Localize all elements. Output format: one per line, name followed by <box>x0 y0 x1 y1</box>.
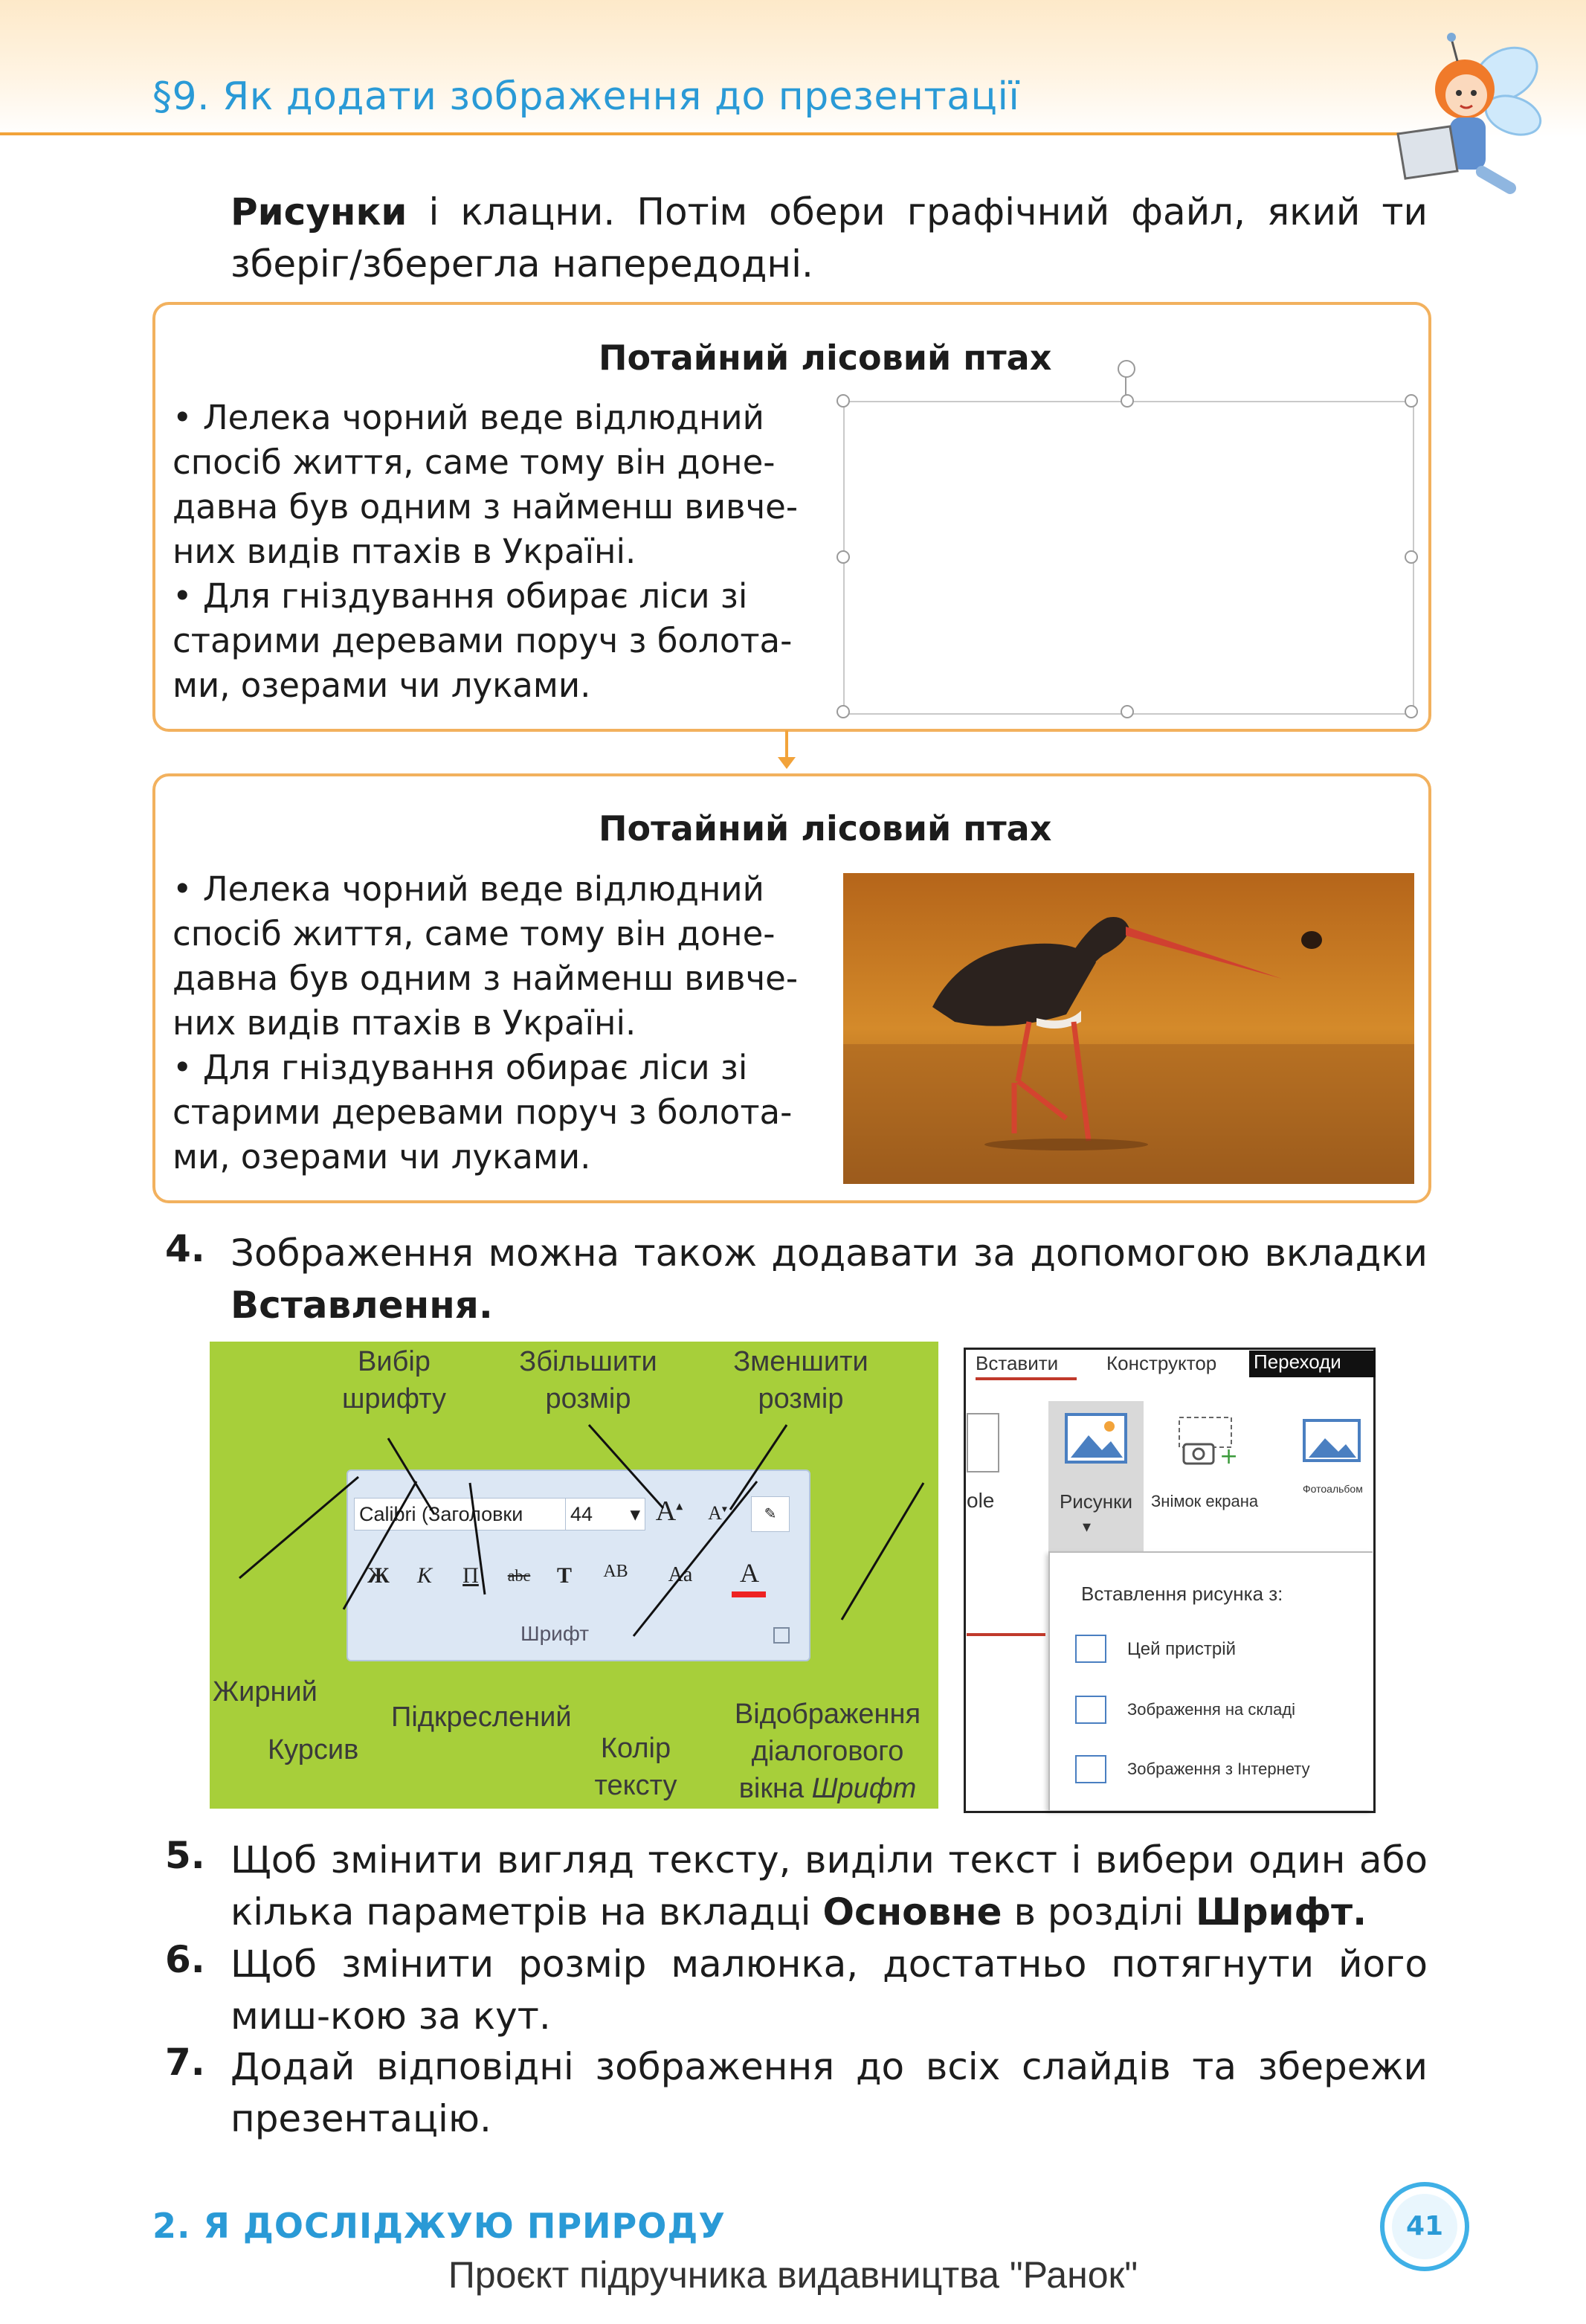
photo-album-icon <box>1300 1413 1364 1464</box>
step-6-number: 6. <box>165 1938 205 1981</box>
label-dialog-line3-italic: Шрифт <box>811 1773 917 1804</box>
slide2-bullet-2: • Для гніздування обирає ліси зі старими деревами поруч з болота-ми, озерами чи луками. <box>173 1048 793 1177</box>
intro-bold: Рисунки <box>231 190 407 234</box>
label-font-choice: Вибір шрифту <box>341 1346 447 1414</box>
decrease-font-button[interactable]: A▾ <box>708 1502 727 1524</box>
label-dialog-line3 <box>720 1770 935 1807</box>
step-7-text: Додай відповідні зображення до всіх слайдів та збережи презентацію. <box>231 2045 1428 2140</box>
label-text-color: Колір тексту <box>594 1733 677 1801</box>
label-decrease-size: Зменшити розмір <box>733 1346 868 1414</box>
menu-item-online-pictures[interactable]: Зображення з Інтернету <box>1127 1760 1310 1778</box>
step-5 <box>165 1834 1429 1945</box>
step-4 <box>165 1227 1429 1339</box>
chapter-title: 2. Я ДОСЛІДЖУЮ ПРИРОДУ <box>152 2206 726 2246</box>
font-color-button[interactable]: A <box>740 1558 759 1588</box>
intro-paragraph <box>231 186 1428 290</box>
font-name-value: Calibri (Заголовки <box>359 1503 523 1525</box>
spacing-button[interactable]: AB <box>603 1562 628 1581</box>
svg-text:+: + <box>1219 1443 1239 1467</box>
label-dialog-line3-text: вікна <box>738 1773 812 1804</box>
label-dialog-line1: Відображення <box>734 1699 921 1730</box>
header-rule <box>0 132 1472 135</box>
camera-icon <box>1176 1414 1242 1467</box>
resize-handle[interactable] <box>836 550 850 564</box>
slide-thumb-line <box>967 1633 1045 1636</box>
label-underline: Підкреслений <box>391 1702 572 1733</box>
tab-transitions[interactable]: Переходи <box>1249 1351 1376 1377</box>
underline-button[interactable]: П <box>462 1563 479 1588</box>
resize-handle[interactable] <box>1405 705 1418 718</box>
slide1-bullets <box>173 396 812 708</box>
step-5-c: в розділі <box>1002 1890 1196 1934</box>
slide2-title: Потайний лісовий птах <box>599 808 1052 849</box>
shadow-button[interactable]: T <box>556 1563 572 1588</box>
step-5-number: 5. <box>165 1834 205 1877</box>
label-dialog-line2: діалогового <box>751 1736 904 1767</box>
online-pictures-icon <box>1075 1755 1106 1783</box>
label-dialog-launcher <box>720 1696 935 1807</box>
label-italic: Курсив <box>268 1734 359 1765</box>
menu-item-stock-images[interactable]: Зображення на складі <box>1127 1700 1296 1719</box>
table-icon[interactable] <box>967 1413 999 1472</box>
resize-handle[interactable] <box>1405 394 1418 408</box>
slide2-bullets <box>173 867 812 1179</box>
device-icon <box>1075 1635 1106 1663</box>
arrow-down-icon <box>778 757 796 769</box>
clear-format-button[interactable]: ✎ <box>751 1496 790 1532</box>
chevron-down-icon: ▾ <box>630 1503 640 1525</box>
slide1-bullet-2: • Для гніздування обирає ліси зі старими деревами поруч з болота-ми, озерами чи луками. <box>173 576 793 705</box>
bold-button[interactable]: Ж <box>367 1563 390 1588</box>
object-label-partial: ole <box>967 1489 995 1512</box>
step-7 <box>165 2041 1429 2152</box>
resize-handle[interactable] <box>836 705 850 718</box>
picture-icon <box>1065 1413 1127 1464</box>
slide1-title: Потайний лісовий птах <box>599 338 1052 378</box>
step-4-text-main: Зображення можна також додавати за допомогою вкладки <box>231 1232 1428 1275</box>
step-7-number: 7. <box>165 2041 205 2084</box>
label-increase-size: Збільшити розмір <box>519 1346 657 1414</box>
pictures-label: Рисунки <box>1059 1490 1133 1513</box>
change-case-button[interactable]: Aa <box>668 1563 693 1586</box>
tab-design[interactable]: Конструктор <box>1106 1352 1217 1374</box>
black-stork-photo[interactable] <box>843 873 1414 1184</box>
step-4-number: 4. <box>165 1227 205 1270</box>
font-size-value: 44 <box>570 1503 593 1525</box>
page-number: 41 <box>1392 2194 1457 2259</box>
image-placeholder[interactable] <box>843 401 1414 715</box>
resize-handle[interactable] <box>1405 550 1418 564</box>
active-tab-underline <box>976 1377 1077 1380</box>
intro-rest: і клацни. Потім обери графічний файл, який ти зберіг/зберегла напередодні. <box>231 190 1428 286</box>
strikethrough-button[interactable]: abc <box>507 1566 531 1585</box>
resize-handle[interactable] <box>836 394 850 408</box>
screenshot-label[interactable]: Знімок екрана <box>1151 1492 1259 1510</box>
fairy-mascot-icon <box>1368 22 1554 208</box>
step-6-text: Щоб змінити розмір малюнка, достатньо потягнути його миш-кою за кут. <box>231 1942 1428 2038</box>
tab-insert[interactable]: Вставити <box>976 1352 1059 1374</box>
step-6 <box>165 1938 1429 2050</box>
insert-picture-from-label: Вставлення рисунка з: <box>1081 1583 1283 1605</box>
chevron-down-icon: ▾ <box>1083 1517 1092 1536</box>
resize-handle[interactable] <box>1121 705 1134 718</box>
rotate-handle-icon[interactable] <box>1118 360 1135 378</box>
resize-handle[interactable] <box>1121 394 1134 408</box>
slide1-bullet-1: • Лелека чорний веде відлюдний спосіб життя, саме тому він доне-давна був одним з найменш вивче-них видів птахів в Україні. <box>173 398 799 571</box>
stock-images-icon <box>1075 1696 1106 1724</box>
increase-font-button[interactable]: A▴ <box>655 1496 683 1527</box>
step-5-d: Шрифт. <box>1195 1890 1367 1934</box>
font-group-label: Шрифт <box>520 1622 590 1645</box>
step-4-bold: Вставлення. <box>231 1284 493 1327</box>
photo-album-label[interactable]: Фотоальбом <box>1303 1483 1363 1495</box>
slide2-bullet-1: • Лелека чорний веде відлюдний спосіб життя, саме тому він доне-давна був одним з найменш вивче-них видів птахів в Україні. <box>173 869 799 1043</box>
step-4-text <box>231 1227 1428 1331</box>
label-bold: Жирний <box>213 1676 317 1707</box>
menu-item-this-device[interactable]: Цей пристрій <box>1127 1639 1237 1659</box>
publisher-note: Проєкт підручника видавництва "Ранок" <box>448 2254 1138 2296</box>
italic-button[interactable]: К <box>417 1563 432 1588</box>
section-title: §9. Як додати зображення до презентації <box>152 74 1020 119</box>
step-5-b: Основне <box>822 1890 1002 1934</box>
step-5-a: Щоб змінити вигляд тексту, виділи текст і вибери один або кілька параметрів на вкладці <box>231 1838 1428 1934</box>
step-5-text <box>231 1834 1428 1938</box>
